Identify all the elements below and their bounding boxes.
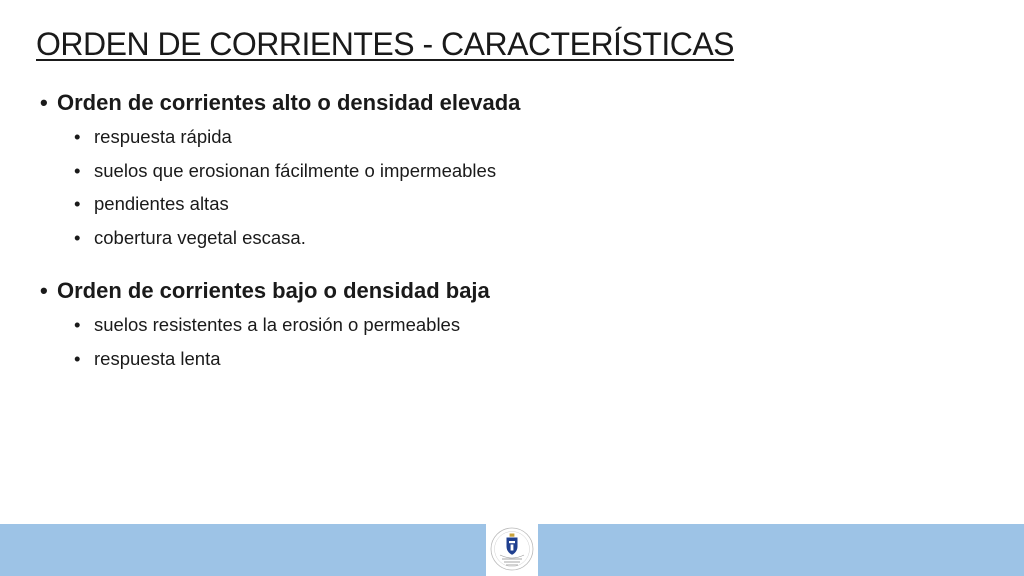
university-seal-icon <box>489 525 535 573</box>
list-item <box>40 221 980 255</box>
list-item <box>40 154 980 188</box>
slide-content <box>40 86 980 375</box>
list-item-text: suelos resistentes a la erosión o permeables <box>94 314 461 335</box>
bullet-icon: • <box>74 193 81 214</box>
section-low-density <box>40 274 980 375</box>
bullet-icon: • <box>40 90 48 115</box>
section-heading-text: Orden de corrientes alto o densidad elevada <box>57 90 521 115</box>
university-logo <box>486 522 538 576</box>
slide-title: ORDEN DE CORRIENTES - CARACTERÍSTICAS <box>36 26 735 62</box>
bullet-icon: • <box>74 314 81 335</box>
section-heading-text: Orden de corrientes bajo o densidad baja <box>57 278 490 303</box>
section-heading <box>40 274 980 308</box>
bullet-icon: • <box>74 226 81 248</box>
section-heading <box>40 86 980 120</box>
list-item <box>40 187 980 221</box>
list-item-text: respuesta rápida <box>94 126 232 147</box>
list-item-text: pendientes altas <box>94 193 229 214</box>
list-item <box>40 120 980 154</box>
section-items <box>40 308 980 375</box>
bullet-icon: • <box>74 159 81 181</box>
list-item-text: suelos que erosionan fácilmente o impermeables <box>94 159 497 181</box>
list-item-text: respuesta lenta <box>94 347 221 369</box>
bullet-icon: • <box>74 347 81 369</box>
list-item <box>40 342 980 376</box>
section-items <box>40 120 980 254</box>
list-item-text: cobertura vegetal escasa. <box>94 226 306 248</box>
section-high-density <box>40 86 980 254</box>
bullet-icon: • <box>40 278 48 303</box>
list-item <box>40 308 980 342</box>
bullet-icon: • <box>74 126 81 147</box>
